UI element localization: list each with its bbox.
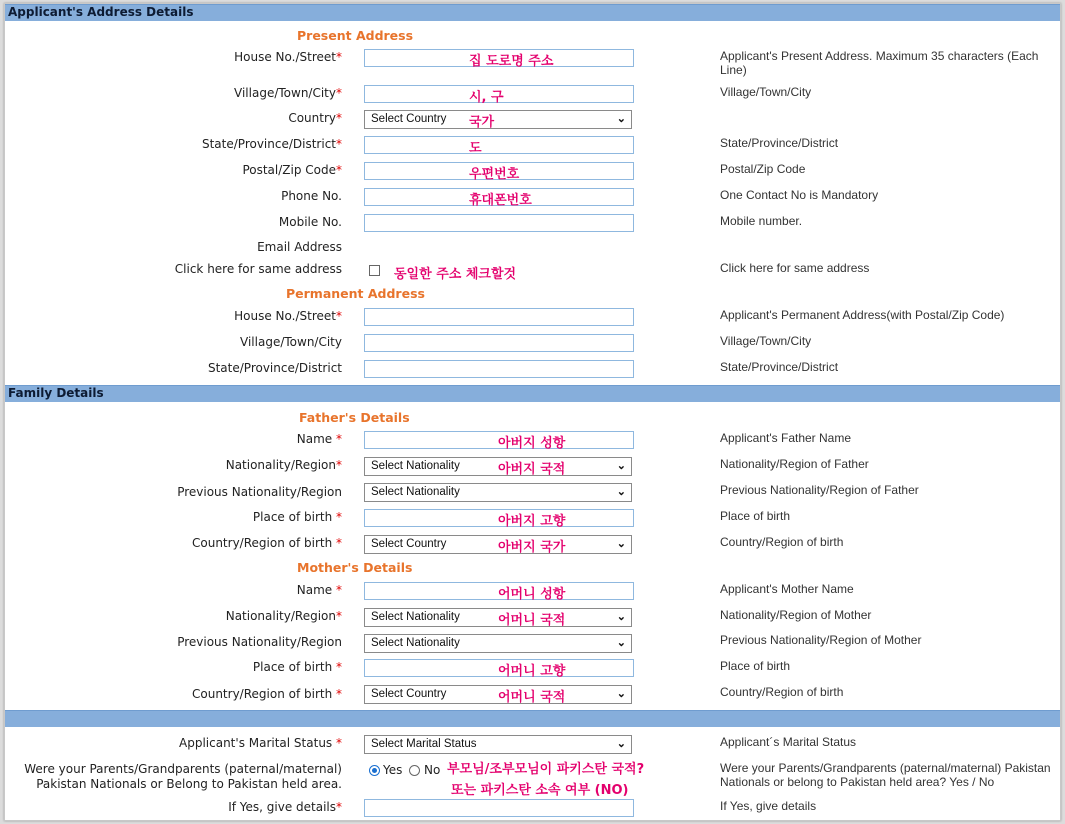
annotation-pakistan-line2: 또는 파키스탄 소속 여부 (NO) <box>451 783 629 798</box>
present-mobile-label: Mobile No. <box>278 215 342 229</box>
section-header-address: Applicant's Address Details <box>5 4 1061 21</box>
present-village-label: Village/Town/City* <box>234 86 342 100</box>
mother-prev-nationality-label: Previous Nationality/Region <box>177 635 342 649</box>
mother-prev-nationality-note: Previous Nationality/Region of Mother <box>720 633 922 647</box>
pakistan-no-label[interactable]: No <box>424 763 441 777</box>
father-pob-label: Place of birth * <box>252 510 342 524</box>
pakistan-question-note: Were your Parents/Grandparents (paternal/maternal) Pakistan Nationals or belong to Pakistan held area? Yes / No <box>720 761 1051 789</box>
present-country-select[interactable]: Select Country ⌄ <box>364 110 632 129</box>
present-postal-label: Postal/Zip Code* <box>242 163 342 177</box>
same-address-note: Click here for same address <box>720 261 870 275</box>
annotation-mother-cob: 어머니 국적 <box>498 690 566 705</box>
mother-nationality-select[interactable]: Select Nationality ⌄ <box>364 608 632 627</box>
application-form <box>4 3 1061 821</box>
father-nationality-label: Nationality/Region* <box>225 458 342 472</box>
marital-status-label: Applicant's Marital Status * <box>179 736 342 750</box>
present-state-note: State/Province/District <box>720 136 839 150</box>
chevron-down-icon: ⌄ <box>616 113 626 125</box>
permanent-house-label: House No./Street* <box>234 309 342 323</box>
pakistan-yes-label[interactable]: Yes <box>383 763 403 777</box>
father-name-label: Name * <box>296 432 342 446</box>
present-address-heading: Present Address <box>297 28 414 43</box>
present-postal-note: Postal/Zip Code <box>720 162 806 176</box>
annotation-same-address: 동일한 주소 체크할것 <box>394 267 517 282</box>
permanent-village-note: Village/Town/City <box>720 334 812 348</box>
present-mobile-note: Mobile number. <box>720 214 803 228</box>
mother-cob-label: Country/Region of birth * <box>192 687 342 701</box>
present-village-note: Village/Town/City <box>720 85 812 99</box>
marital-status-select[interactable]: Select Marital Status ⌄ <box>364 735 632 754</box>
permanent-house-note: Applicant's Permanent Address(with Postal/Zip Code) <box>720 308 1005 322</box>
annotation-village: 시, 구 <box>469 90 504 105</box>
father-pob-note: Place of birth <box>720 509 791 523</box>
marital-status-note: Applicant´s Marital Status <box>720 735 857 749</box>
permanent-village-label: Village/Town/City <box>240 335 342 349</box>
details-input[interactable] <box>364 799 634 817</box>
annotation-country: 국가 <box>469 115 495 130</box>
father-cob-note: Country/Region of birth <box>720 535 844 549</box>
section-header-blank <box>5 710 1061 727</box>
present-state-input[interactable] <box>364 136 634 154</box>
father-nationality-note: Nationality/Region of Father <box>720 457 869 471</box>
present-state-label: State/Province/District* <box>201 137 342 151</box>
permanent-village-input[interactable] <box>364 334 634 352</box>
present-phone-note: One Contact No is Mandatory <box>720 188 879 202</box>
mother-nationality-note: Nationality/Region of Mother <box>720 608 872 622</box>
mother-pob-label: Place of birth * <box>252 660 342 674</box>
father-prev-nationality-select[interactable]: Select Nationality ⌄ <box>364 483 632 502</box>
mother-cob-select[interactable]: Select Country ⌄ <box>364 685 632 704</box>
details-label: If Yes, give details* <box>228 800 342 814</box>
annotation-state: 도 <box>469 141 482 156</box>
present-phone-label: Phone No. <box>281 189 342 203</box>
chevron-down-icon: ⌄ <box>616 460 626 472</box>
mother-name-note: Applicant's Mother Name <box>720 582 854 596</box>
mother-prev-nationality-select[interactable]: Select Nationality ⌄ <box>364 634 632 653</box>
annotation-father-pob: 아버지 고향 <box>498 514 566 529</box>
present-country-label: Country* <box>288 111 342 125</box>
present-email-label: Email Address <box>257 240 342 254</box>
annotation-father-name: 아버지 성항 <box>498 436 566 451</box>
chevron-down-icon: ⌄ <box>616 637 626 649</box>
pakistan-question-label-line1: Were your Parents/Grandparents (paternal/maternal) <box>24 762 342 776</box>
permanent-house-input[interactable] <box>364 308 634 326</box>
father-prev-nationality-label: Previous Nationality/Region <box>177 485 342 499</box>
permanent-state-label: State/Province/District <box>207 361 342 375</box>
annotation-pakistan-line1: 부모님/조부모님이 파키스탄 국적? <box>447 762 645 777</box>
permanent-state-input[interactable] <box>364 360 634 378</box>
permanent-state-note: State/Province/District <box>720 360 839 374</box>
pakistan-no-radio[interactable] <box>409 765 420 776</box>
father-prev-nationality-note: Previous Nationality/Region of Father <box>720 483 919 497</box>
annotation-mother-pob: 어머니 고향 <box>498 664 566 679</box>
pakistan-yes-radio[interactable] <box>369 765 380 776</box>
pakistan-question-label-line2: Pakistan Nationals or Belong to Pakistan held area. <box>36 777 342 791</box>
father-name-note: Applicant's Father Name <box>720 431 852 445</box>
mother-name-label: Name * <box>296 583 342 597</box>
same-address-label: Click here for same address <box>174 262 342 276</box>
chevron-down-icon: ⌄ <box>616 738 626 750</box>
details-note: If Yes, give details <box>720 799 817 813</box>
mother-pob-note: Place of birth <box>720 659 791 673</box>
present-house-note: Applicant's Present Address. Maximum 35 characters (Each Line) <box>720 49 1039 77</box>
chevron-down-icon: ⌄ <box>616 611 626 623</box>
father-nationality-select[interactable]: Select Nationality ⌄ <box>364 457 632 476</box>
father-cob-label: Country/Region of birth * <box>192 536 342 550</box>
chevron-down-icon: ⌄ <box>616 688 626 700</box>
chevron-down-icon: ⌄ <box>616 538 626 550</box>
annotation-father-cob: 아버지 국가 <box>498 540 566 555</box>
mother-nationality-label: Nationality/Region* <box>225 609 342 623</box>
annotation-phone: 휴대폰번호 <box>469 193 532 208</box>
annotation-house: 집 도로명 주소 <box>469 54 554 69</box>
mother-cob-note: Country/Region of birth <box>720 685 844 699</box>
annotation-postal: 우편번호 <box>469 167 520 182</box>
same-address-checkbox[interactable] <box>369 265 380 276</box>
annotation-mother-name: 어머니 성항 <box>498 587 566 602</box>
section-header-family: Family Details <box>5 385 1061 402</box>
present-mobile-input[interactable] <box>364 214 634 232</box>
present-house-label: House No./Street* <box>234 50 342 64</box>
mother-details-heading: Mother's Details <box>297 560 413 575</box>
annotation-mother-nationality: 어머니 국적 <box>498 613 566 628</box>
chevron-down-icon: ⌄ <box>616 486 626 498</box>
father-details-heading: Father's Details <box>299 410 410 425</box>
annotation-father-nationality: 아버지 국적 <box>498 462 566 477</box>
permanent-address-heading: Permanent Address <box>286 286 425 301</box>
father-cob-select[interactable]: Select Country ⌄ <box>364 535 632 554</box>
